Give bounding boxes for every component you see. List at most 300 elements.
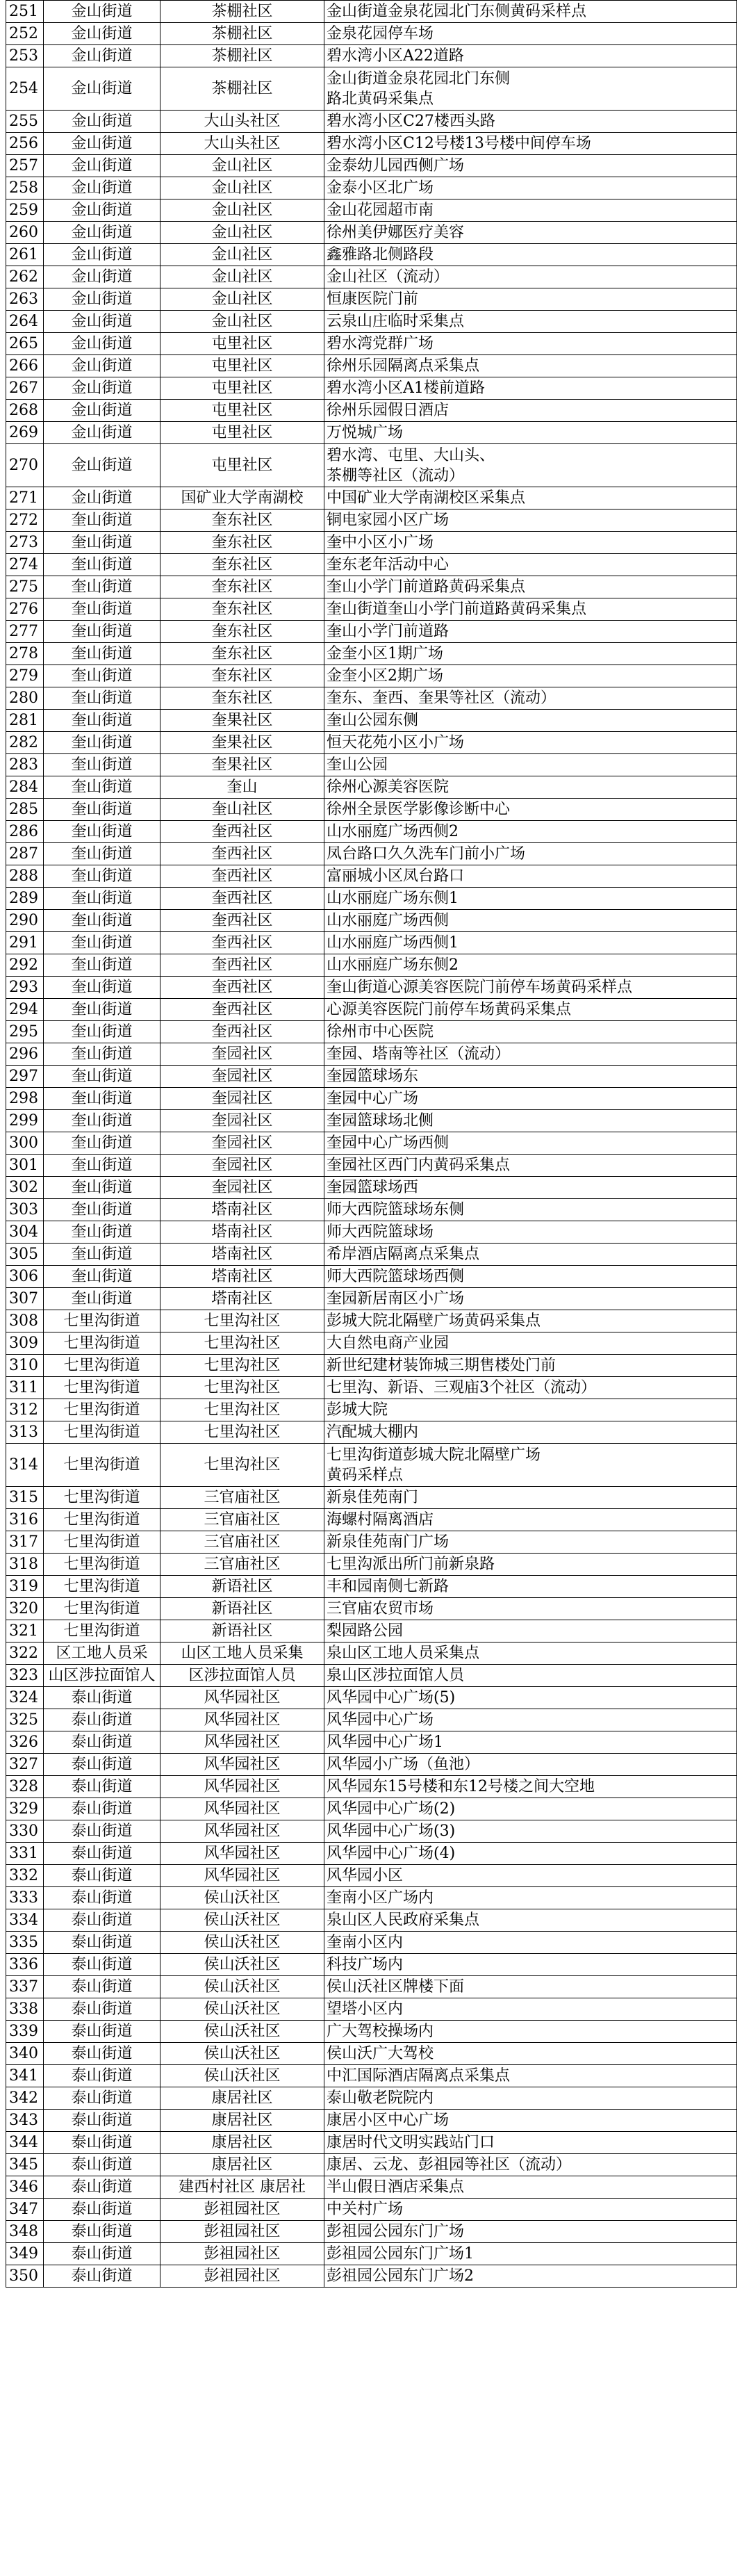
sampling-site-cell <box>324 1199 737 1221</box>
community-cell: 茶棚社区 <box>160 45 324 67</box>
street-cell: 金山街道 <box>44 266 160 288</box>
table-row <box>6 1909 737 1932</box>
sampling-site-cell <box>324 954 737 977</box>
row-number-cell: 254 <box>6 67 44 111</box>
sampling-site-cell <box>324 754 737 776</box>
community-cell: 七里沟社区 <box>160 1332 324 1355</box>
table-row <box>6 1 737 23</box>
sampling-site-line: 师大西院篮球场西侧 <box>327 1268 465 1285</box>
sampling-site-line: 汽配城大棚内 <box>327 1424 419 1441</box>
street-cell: 泰山街道 <box>44 1954 160 1976</box>
sampling-site-cell <box>324 2087 737 2110</box>
community-cell: 侯山沃社区 <box>160 1976 324 1998</box>
table-row <box>6 554 737 576</box>
row-number-cell: 264 <box>6 311 44 333</box>
community-cell: 七里沟社区 <box>160 1399 324 1421</box>
community-cell: 金山社区 <box>160 244 324 266</box>
street-cell: 泰山街道 <box>44 1887 160 1909</box>
table-row <box>6 222 737 244</box>
row-number-cell: 295 <box>6 1021 44 1043</box>
sampling-site-line: 七里沟街道彭城大院北隔壁广场 <box>327 1446 541 1464</box>
sampling-site-line: 金山街道金泉花园北门东侧 <box>327 70 511 88</box>
sampling-site-line: 金泰小区北广场 <box>327 179 434 197</box>
community-cell: 风华园社区 <box>160 1798 324 1820</box>
table-row <box>6 1066 737 1088</box>
sampling-site-cell <box>324 1444 737 1487</box>
row-number-cell: 342 <box>6 2087 44 2110</box>
row-number-cell: 301 <box>6 1155 44 1177</box>
sampling-site-cell <box>324 598 737 621</box>
row-number-cell: 335 <box>6 1932 44 1954</box>
sampling-site-line: 泉山区涉拉面馆人员 <box>327 1667 465 1684</box>
community-cell: 奎园社区 <box>160 1155 324 1177</box>
table-row <box>6 1421 737 1444</box>
sampling-site-cell <box>324 111 737 133</box>
table-row <box>6 2243 737 2265</box>
street-cell: 奎山街道 <box>44 687 160 710</box>
street-cell: 奎山街道 <box>44 821 160 843</box>
street-cell: 金山街道 <box>44 311 160 333</box>
sampling-site-line: 奎园篮球场西 <box>327 1179 419 1196</box>
sampling-site-line: 海螺村隔离酒店 <box>327 1511 434 1529</box>
sampling-site-cell <box>324 1843 737 1865</box>
sampling-site-cell <box>324 1887 737 1909</box>
sampling-site-line: 大自然电商产业园 <box>327 1335 450 1352</box>
table-row <box>6 732 737 754</box>
table-row <box>6 333 737 355</box>
sampling-site-cell <box>324 333 737 355</box>
table-row <box>6 1531 737 1554</box>
row-number-cell: 261 <box>6 244 44 266</box>
sampling-site-line: 彭祖园公园东门广场1 <box>327 2245 474 2263</box>
table-row <box>6 1110 737 1132</box>
street-cell: 奎山街道 <box>44 1266 160 1288</box>
table-row <box>6 1976 737 1998</box>
table-row <box>6 444 737 487</box>
sampling-site-cell <box>324 177 737 199</box>
sampling-site-cell <box>324 23 737 45</box>
sampling-site-cell <box>324 1798 737 1820</box>
sampling-site-line: 碧水湾党群广场 <box>327 335 434 352</box>
community-cell: 彭祖园社区 <box>160 2221 324 2243</box>
street-cell: 泰山街道 <box>44 1731 160 1754</box>
street-cell: 奎山街道 <box>44 888 160 910</box>
community-cell: 塔南社区 <box>160 1221 324 1244</box>
community-cell: 奎西社区 <box>160 977 324 999</box>
row-number-cell: 282 <box>6 732 44 754</box>
row-number-cell: 253 <box>6 45 44 67</box>
table-row <box>6 2199 737 2221</box>
row-number-cell: 327 <box>6 1754 44 1776</box>
sampling-site-line: 金山街道金泉花园北门东侧黄码采样点 <box>327 3 587 20</box>
row-number-cell: 307 <box>6 1288 44 1310</box>
sampling-site-line: 奎东老年活动中心 <box>327 556 450 573</box>
table-row <box>6 510 737 532</box>
community-cell: 塔南社区 <box>160 1266 324 1288</box>
community-cell: 奎西社区 <box>160 999 324 1021</box>
street-cell: 金山街道 <box>44 377 160 400</box>
sampling-site-line: 金奎小区1期广场 <box>327 645 443 662</box>
row-number-cell: 280 <box>6 687 44 710</box>
community-cell: 三官庙社区 <box>160 1554 324 1576</box>
sampling-site-cell <box>324 776 737 799</box>
street-cell: 泰山街道 <box>44 2021 160 2043</box>
row-number-cell: 273 <box>6 532 44 554</box>
sampling-site-line: 碧水湾小区C27楼西头路 <box>327 113 495 130</box>
table-row <box>6 244 737 266</box>
table-row <box>6 1244 737 1266</box>
street-cell: 奎山街道 <box>44 1244 160 1266</box>
sampling-site-cell <box>324 1244 737 1266</box>
community-cell: 康居社区 <box>160 2154 324 2176</box>
table-row <box>6 45 737 67</box>
sampling-site-line: 奎园社区西门内黄码采集点 <box>327 1157 511 1174</box>
community-cell: 茶棚社区 <box>160 67 324 111</box>
sampling-site-line: 碧水湾小区A1楼前道路 <box>327 380 485 397</box>
sampling-site-cell <box>324 510 737 532</box>
community-cell: 屯里社区 <box>160 400 324 422</box>
street-cell: 金山街道 <box>44 111 160 133</box>
sampling-site-line: 奎园篮球场北侧 <box>327 1112 434 1130</box>
community-cell: 奎西社区 <box>160 821 324 843</box>
sampling-site-cell <box>324 2043 737 2065</box>
table-row <box>6 1199 737 1221</box>
table-row <box>6 532 737 554</box>
sampling-site-line: 广大驾校操场内 <box>327 2023 434 2040</box>
street-cell: 金山街道 <box>44 422 160 444</box>
row-number-cell: 291 <box>6 932 44 954</box>
table-row <box>6 643 737 665</box>
table-row <box>6 155 737 177</box>
sampling-site-line: 黄码采样点 <box>327 1466 404 1484</box>
sampling-site-line: 富丽城小区凤台路口 <box>327 867 465 885</box>
table-row <box>6 598 737 621</box>
row-number-cell: 306 <box>6 1266 44 1288</box>
sampling-site-line: 新泉佳苑南门 <box>327 1489 419 1506</box>
table-row <box>6 2021 737 2043</box>
community-cell: 风华园社区 <box>160 1687 324 1709</box>
sampling-site-cell <box>324 1509 737 1531</box>
row-number-cell: 316 <box>6 1509 44 1531</box>
row-number-cell: 278 <box>6 643 44 665</box>
row-number-cell: 331 <box>6 1843 44 1865</box>
sampling-site-line: 彭祖园公园东门广场 <box>327 2223 465 2240</box>
sampling-site-line: 徐州美伊娜医疗美容 <box>327 224 465 241</box>
street-cell: 金山街道 <box>44 288 160 311</box>
sampling-site-cell <box>324 2199 737 2221</box>
table-row <box>6 1843 737 1865</box>
row-number-cell: 259 <box>6 199 44 222</box>
community-cell: 屯里社区 <box>160 377 324 400</box>
sampling-site-line: 奎东、奎西、奎果等社区（流动） <box>327 690 556 707</box>
sampling-site-cell <box>324 45 737 67</box>
street-cell: 金山街道 <box>44 333 160 355</box>
street-cell: 七里沟街道 <box>44 1377 160 1399</box>
sampling-site-cell <box>324 1288 737 1310</box>
sampling-site-cell <box>324 400 737 422</box>
street-cell: 奎山街道 <box>44 554 160 576</box>
street-cell: 泰山街道 <box>44 2043 160 2065</box>
sampling-site-cell <box>324 422 737 444</box>
sampling-site-cell <box>324 1399 737 1421</box>
row-number-cell: 289 <box>6 888 44 910</box>
sampling-site-line: 三官庙农贸市场 <box>327 1600 434 1617</box>
sampling-site-line: 山水丽庭广场西侧1 <box>327 934 459 952</box>
sampling-site-line: 奎园、塔南等社区（流动） <box>327 1045 511 1063</box>
sampling-site-line: 徐州全景医学影像诊断中心 <box>327 801 511 818</box>
sampling-site-cell <box>324 288 737 311</box>
sampling-site-cell <box>324 799 737 821</box>
table-row <box>6 2221 737 2243</box>
row-number-cell: 326 <box>6 1731 44 1754</box>
sampling-site-line: 师大西院篮球场 <box>327 1223 434 1241</box>
street-cell: 金山街道 <box>44 244 160 266</box>
row-number-cell: 317 <box>6 1531 44 1554</box>
street-cell: 金山街道 <box>44 155 160 177</box>
sampling-site-line: 徐州乐园隔离点采集点 <box>327 357 480 375</box>
sampling-site-cell <box>324 1177 737 1199</box>
community-cell: 屯里社区 <box>160 333 324 355</box>
community-cell: 侯山沃社区 <box>160 1887 324 1909</box>
sampling-site-cell <box>324 1998 737 2021</box>
street-cell: 奎山街道 <box>44 977 160 999</box>
row-number-cell: 333 <box>6 1887 44 1909</box>
row-number-cell: 257 <box>6 155 44 177</box>
table-row <box>6 1444 737 1487</box>
street-cell: 奎山街道 <box>44 954 160 977</box>
table-row <box>6 999 737 1021</box>
community-cell: 奎果社区 <box>160 732 324 754</box>
sampling-site-line: 康居时代文明实践站门口 <box>327 2134 495 2151</box>
table-body <box>6 1 737 2288</box>
street-cell: 金山街道 <box>44 444 160 487</box>
table-row <box>6 355 737 377</box>
sampling-site-cell <box>324 710 737 732</box>
table-row <box>6 665 737 687</box>
row-number-cell: 276 <box>6 598 44 621</box>
table-row <box>6 1288 737 1310</box>
row-number-cell: 324 <box>6 1687 44 1709</box>
community-cell: 风华园社区 <box>160 1820 324 1843</box>
sampling-site-cell <box>324 1266 737 1288</box>
row-number-cell: 293 <box>6 977 44 999</box>
table-row <box>6 888 737 910</box>
row-number-cell: 281 <box>6 710 44 732</box>
street-cell: 奎山街道 <box>44 843 160 865</box>
table-row <box>6 910 737 932</box>
row-number-cell: 312 <box>6 1399 44 1421</box>
table-row <box>6 422 737 444</box>
street-cell: 金山街道 <box>44 1 160 23</box>
table-row <box>6 1954 737 1976</box>
table-row <box>6 865 737 888</box>
street-cell: 泰山街道 <box>44 1687 160 1709</box>
row-number-cell: 340 <box>6 2043 44 2065</box>
sampling-site-line: 奎园中心广场西侧 <box>327 1134 450 1152</box>
row-number-cell: 305 <box>6 1244 44 1266</box>
sampling-site-line: 铜电家园小区广场 <box>327 512 450 529</box>
row-number-cell: 265 <box>6 333 44 355</box>
table-row <box>6 1620 737 1642</box>
street-cell: 泰山街道 <box>44 2154 160 2176</box>
street-cell: 金山街道 <box>44 45 160 67</box>
sampling-site-cell <box>324 311 737 333</box>
row-number-cell: 300 <box>6 1132 44 1155</box>
sampling-site-line: 万悦城广场 <box>327 424 404 441</box>
sampling-site-line: 路北黄码采集点 <box>327 90 434 108</box>
sampling-site-line: 碧水湾小区C12号楼13号楼中间停车场 <box>327 135 591 152</box>
row-number-cell: 262 <box>6 266 44 288</box>
row-number-cell: 277 <box>6 621 44 643</box>
row-number-cell: 314 <box>6 1444 44 1487</box>
street-cell: 泰山街道 <box>44 1843 160 1865</box>
sampling-site-cell <box>324 1332 737 1355</box>
community-cell: 金山社区 <box>160 266 324 288</box>
row-number-cell: 288 <box>6 865 44 888</box>
sampling-site-line: 彭城大院北隔壁广场黄码采集点 <box>327 1312 541 1330</box>
row-number-cell: 271 <box>6 487 44 510</box>
community-cell: 奎山社区 <box>160 799 324 821</box>
community-cell: 风华园社区 <box>160 1754 324 1776</box>
street-cell: 奎山街道 <box>44 665 160 687</box>
community-cell: 奎西社区 <box>160 954 324 977</box>
sampling-site-cell <box>324 1731 737 1754</box>
sampling-site-line: 奎园新居南区小广场 <box>327 1290 465 1307</box>
street-cell: 泰山街道 <box>44 2265 160 2288</box>
row-number-cell: 322 <box>6 1642 44 1665</box>
street-cell: 七里沟街道 <box>44 1355 160 1377</box>
sampling-site-line: 泰山敬老院院内 <box>327 2089 434 2107</box>
sampling-site-line: 碧水湾小区A22道路 <box>327 47 464 65</box>
row-number-cell: 292 <box>6 954 44 977</box>
community-cell: 侯山沃社区 <box>160 1932 324 1954</box>
street-cell: 七里沟街道 <box>44 1399 160 1421</box>
row-number-cell: 349 <box>6 2243 44 2265</box>
sampling-site-cell <box>324 2154 737 2176</box>
street-cell: 七里沟街道 <box>44 1576 160 1598</box>
street-cell: 奎山街道 <box>44 776 160 799</box>
row-number-cell: 299 <box>6 1110 44 1132</box>
sampling-site-cell <box>324 2065 737 2087</box>
sampling-site-line: 山水丽庭广场东侧2 <box>327 956 459 974</box>
row-number-cell: 325 <box>6 1709 44 1731</box>
row-number-cell: 258 <box>6 177 44 199</box>
table-row <box>6 177 737 199</box>
row-number-cell: 338 <box>6 1998 44 2021</box>
community-cell: 奎园社区 <box>160 1177 324 1199</box>
street-cell: 奎山街道 <box>44 865 160 888</box>
table-row <box>6 1132 737 1155</box>
street-cell: 奎山街道 <box>44 643 160 665</box>
community-cell: 奎园社区 <box>160 1066 324 1088</box>
sampling-site-cell <box>324 843 737 865</box>
community-cell: 七里沟社区 <box>160 1421 324 1444</box>
table-row <box>6 776 737 799</box>
community-cell: 奎果社区 <box>160 754 324 776</box>
sampling-site-cell <box>324 865 737 888</box>
community-cell: 金山社区 <box>160 155 324 177</box>
sampling-site-cell <box>324 67 737 111</box>
row-number-cell: 330 <box>6 1820 44 1843</box>
community-cell: 奎东社区 <box>160 554 324 576</box>
table-row <box>6 1266 737 1288</box>
street-cell: 七里沟街道 <box>44 1310 160 1332</box>
sampling-site-line: 恒康医院门前 <box>327 291 419 308</box>
sampling-site-line: 中国矿业大学南湖校区采集点 <box>327 489 526 507</box>
sampling-site-cell <box>324 2021 737 2043</box>
row-number-cell: 347 <box>6 2199 44 2221</box>
table-row <box>6 1310 737 1332</box>
sampling-site-line: 侯山沃社区牌楼下面 <box>327 1978 465 1996</box>
community-cell: 区涉拉面馆人员 <box>160 1665 324 1687</box>
street-cell: 泰山街道 <box>44 1909 160 1932</box>
sampling-site-line: 奎南小区广场内 <box>327 1889 434 1907</box>
community-cell: 金山社区 <box>160 222 324 244</box>
table-row <box>6 1487 737 1509</box>
sampling-site-line: 心源美容医院门前停车场黄码采集点 <box>327 1001 572 1018</box>
community-cell: 七里沟社区 <box>160 1377 324 1399</box>
table-row <box>6 1155 737 1177</box>
community-cell: 奎山 <box>160 776 324 799</box>
community-cell: 金山社区 <box>160 288 324 311</box>
sampling-site-line: 风华园中心广场 <box>327 1711 434 1729</box>
table-row <box>6 1642 737 1665</box>
street-cell: 泰山街道 <box>44 2132 160 2154</box>
community-cell: 风华园社区 <box>160 1709 324 1731</box>
sampling-site-cell <box>324 576 737 598</box>
street-cell: 泰山街道 <box>44 2087 160 2110</box>
table-row <box>6 2087 737 2110</box>
sampling-site-cell <box>324 2243 737 2265</box>
sampling-site-cell <box>324 732 737 754</box>
community-cell: 新语社区 <box>160 1598 324 1620</box>
sampling-site-cell <box>324 1865 737 1887</box>
community-cell: 七里沟社区 <box>160 1310 324 1332</box>
sampling-site-line: 奎山街道奎山小学门前道路黄码采集点 <box>327 601 587 618</box>
sampling-site-line: 风华园小广场（鱼池） <box>327 1756 480 1773</box>
sampling-site-line: 七里沟、新语、三观庙3个社区（流动） <box>327 1379 596 1396</box>
sampling-site-cell <box>324 1066 737 1088</box>
row-number-cell: 309 <box>6 1332 44 1355</box>
row-number-cell: 302 <box>6 1177 44 1199</box>
sampling-site-cell <box>324 1909 737 1932</box>
street-cell: 泰山街道 <box>44 1754 160 1776</box>
table-row <box>6 1554 737 1576</box>
table-row <box>6 111 737 133</box>
sampling-site-cell <box>324 244 737 266</box>
sampling-site-line: 金山社区（流动） <box>327 268 450 286</box>
table-row <box>6 1709 737 1731</box>
sampling-site-cell <box>324 1576 737 1598</box>
row-number-cell: 251 <box>6 1 44 23</box>
street-cell: 奎山街道 <box>44 1221 160 1244</box>
table-row <box>6 977 737 999</box>
table-row <box>6 932 737 954</box>
sampling-site-cell <box>324 133 737 155</box>
sampling-site-cell <box>324 1754 737 1776</box>
street-cell: 奎山街道 <box>44 1088 160 1110</box>
sampling-site-line: 半山假日酒店采集点 <box>327 2178 465 2196</box>
table-row <box>6 1798 737 1820</box>
sampling-site-cell <box>324 355 737 377</box>
sampling-site-line: 七里沟派出所门前新泉路 <box>327 1556 495 1573</box>
community-cell: 三官庙社区 <box>160 1487 324 1509</box>
sampling-site-line: 康居小区中心广场 <box>327 2112 450 2129</box>
street-cell: 奎山街道 <box>44 754 160 776</box>
row-number-cell: 334 <box>6 1909 44 1932</box>
row-number-cell: 320 <box>6 1598 44 1620</box>
row-number-cell: 337 <box>6 1976 44 1998</box>
